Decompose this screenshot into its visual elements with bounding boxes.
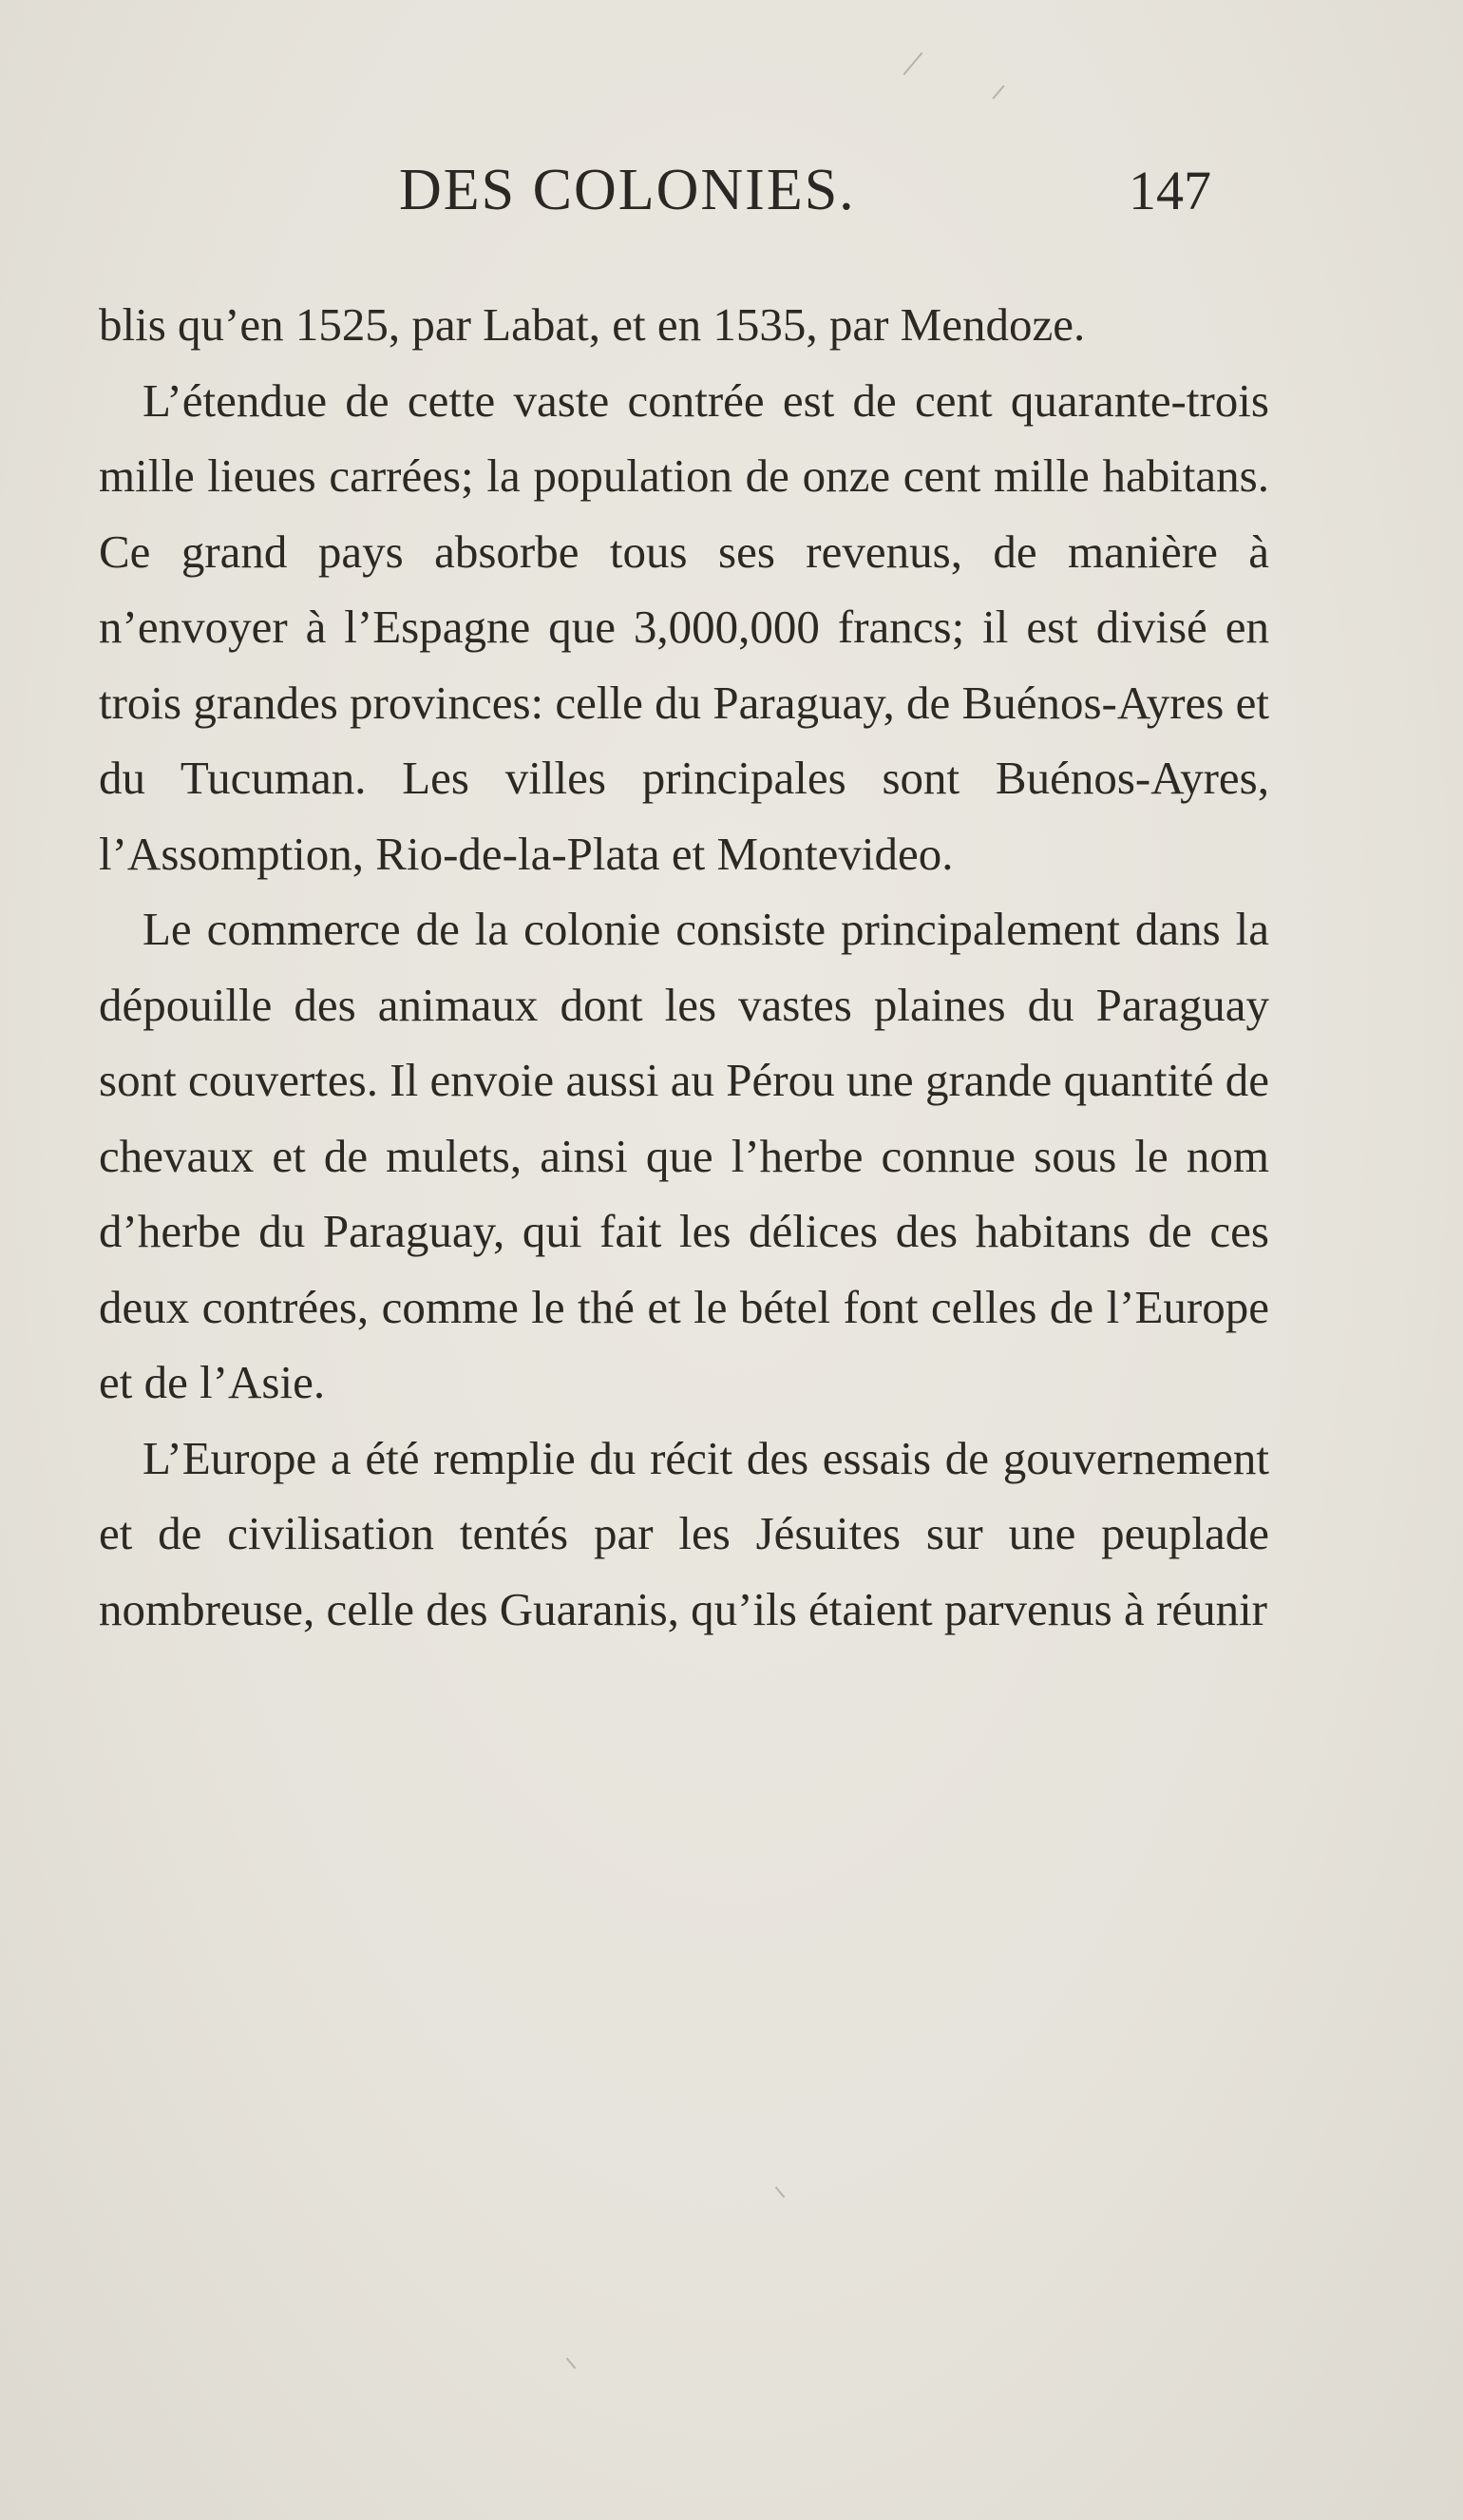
paragraph-jesuits: L’Europe a été remplie du récit des essais de gouvernement et de civilisation tentés par les Jésuites sur une peuplade nombreuse, celle des Guaranis, qu’ils étaient parvenus à réunir [99,1431,1269,1635]
paper-speck [775,2186,786,2198]
paragraph-continuation: blis qu’en 1525, par Labat, et en 1535, par Mendoze. [99,298,1086,351]
paper-speck [992,85,1004,99]
paper-speck [903,52,923,75]
page-number: 147 [1129,160,1211,221]
running-title: DES COLONIES. [399,158,856,222]
body-text [99,287,1269,1647]
paper-speck [566,2358,577,2369]
page-header [0,157,1463,233]
paragraph-commerce: Le commerce de la colonie consiste principalement dans la dépouille des animaux dont les vastes plaines du Paraguay sont couvertes. Il envoie aussi au Pérou une grande quantité de chevaux et de mulets, ainsi que l’herbe connue sous le nom d’herbe du Paraguay, qui fait les délices des habitans de ces deux contrées, comme le thé et le bétel font celles de l’Europe et de l’Asie. [99,903,1269,1408]
paragraph-territory: L’étendue de cette vaste contrée est de cent quarante-trois mille lieues carrées; la population de onze cent mille habitans. Ce grand pays absorbe tous ses revenus, de manière à n’envoyer à l’Espagne que 3,000,000 francs; il est divisé en trois grandes provinces: celle du Paraguay, de Buénos-Ayres et du Tucuman. Les villes principales sont Buénos-Ayres, l’Assomption, Rio-de-la-Plata et Montevideo. [99,373,1269,880]
